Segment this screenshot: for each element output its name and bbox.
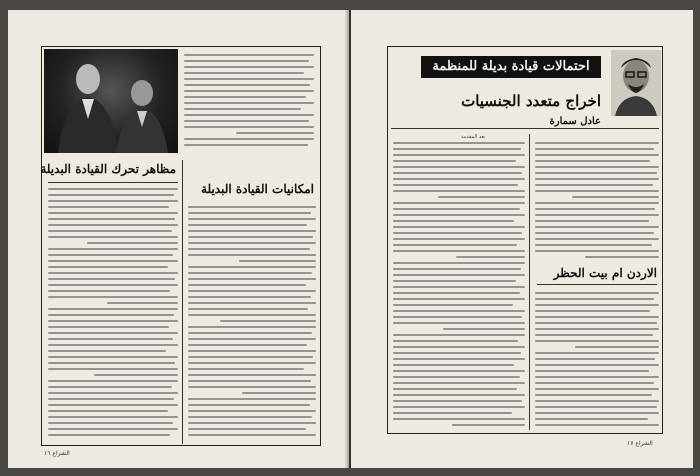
- article-subheadline: اخراج متعدد الجنسيات: [461, 92, 601, 110]
- left-body-column-2: [188, 206, 316, 440]
- author-portrait-icon: [611, 50, 661, 116]
- author-photo: [611, 50, 661, 116]
- right-body-column-2-upper: [535, 142, 659, 260]
- right-page-folio: الشراع ١٧: [627, 440, 653, 447]
- left-page: [8, 10, 349, 468]
- left-body-column-1: [48, 188, 178, 440]
- right-body-column-1: [393, 142, 525, 428]
- photo-two-men: [44, 49, 178, 153]
- right-body-column-2-lower: [535, 292, 659, 428]
- heading-alternative-leadership-moves: مظاهر تحرك القيادة البديلة: [40, 162, 176, 176]
- heading-jordan-home-danger: الاردن ام بيت الحظر: [553, 266, 657, 280]
- intro-label: بعد المقدمة: [461, 134, 486, 140]
- left-top-text-column: [184, 54, 314, 154]
- right-page: [351, 10, 693, 468]
- heading-underline: [48, 182, 178, 183]
- heading-alternative-leadership-capabilities: امكانيات القيادة البديلة: [201, 182, 314, 196]
- left-page-folio: الشراع ١٦: [44, 450, 70, 457]
- photo-figures-icon: [44, 49, 178, 153]
- byline: عادل سمارة: [549, 116, 601, 127]
- section-underline: [537, 284, 657, 285]
- left-column-divider: [182, 160, 183, 444]
- article-headline: احتمالات قيادة بديلة للمنظمة: [421, 56, 601, 78]
- header-rule: [391, 128, 659, 129]
- right-column-divider: [529, 134, 530, 430]
